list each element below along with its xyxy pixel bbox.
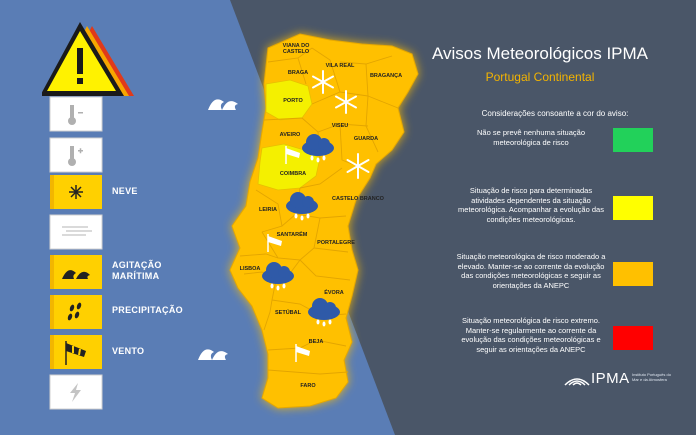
label-viseu: VISEU [331, 123, 349, 129]
label-braganca: BRAGANÇA [369, 73, 403, 79]
label-setubal: SETÚBAL [275, 310, 301, 316]
level-red-text: Situação meteorológica de risco extremo. Manter-se regularmente ao corrente da evolução das condições meteorológicas e seguir as orientações da ANEPC [461, 316, 601, 354]
level-orange-swatch [613, 262, 653, 286]
ipma-logo-text: IPMA [591, 370, 630, 387]
ipma-logo-icon [563, 373, 591, 387]
level-green-text: Não se prevê nenhuma situação meteorológica de risco [477, 128, 585, 147]
level-orange-text: Situação meteorológica de risco moderado a elevado. Manter-se ao corrente da evolução das condições meteorológicas e seguir as orientações da ANEPC [456, 252, 606, 290]
label-castelo-branco: CASTELO BRANCO [332, 196, 384, 202]
label-vila-real: VILA REAL [325, 63, 355, 69]
ipma-logo-tagline: Instituto Português do Mar e da Atmosfera [632, 372, 671, 382]
legend-label-precipitation: PRECIPITAÇÃO [112, 305, 183, 315]
label-beja: BEJA [308, 339, 324, 345]
label-santarem: SANTARÉM [276, 232, 308, 238]
label-evora: ÉVORA [324, 290, 344, 296]
label-aveiro: AVEIRO [279, 132, 301, 138]
page-subtitle: Portugal Continental [485, 70, 595, 84]
legend-label-sea-agitation: AGITAÇÃO MARÍTIMA [112, 260, 162, 281]
page-title: Avisos Meteorológicos IPMA [431, 44, 649, 63]
label-porto: PORTO [283, 98, 303, 104]
warning-levels-heading: Considerações consoante a cor do aviso: [481, 109, 629, 118]
label-lisboa: LISBOA [239, 266, 261, 272]
label-braga: BRAGA [287, 70, 309, 76]
level-yellow-swatch [613, 196, 653, 220]
legend-label-wind: VENTO [112, 346, 145, 356]
label-portalegre: PORTALEGRE [317, 240, 355, 246]
level-red-swatch [613, 326, 653, 350]
level-yellow-text: Situação de risco para determinadas atividades dependentes da situação meteorológica. Acompanhar a evolução das condições meteorológicas. [458, 186, 604, 224]
label-faro: FARO [300, 383, 316, 389]
legend-label-snow: NEVE [112, 186, 138, 196]
level-green-swatch [613, 128, 653, 152]
label-leiria: LEIRIA [258, 207, 278, 213]
label-viana-do-castelo: VIANA DO CASTELO [282, 43, 310, 55]
label-guarda: GUARDA [353, 136, 379, 142]
label-coimbra: COIMBRA [279, 171, 307, 177]
